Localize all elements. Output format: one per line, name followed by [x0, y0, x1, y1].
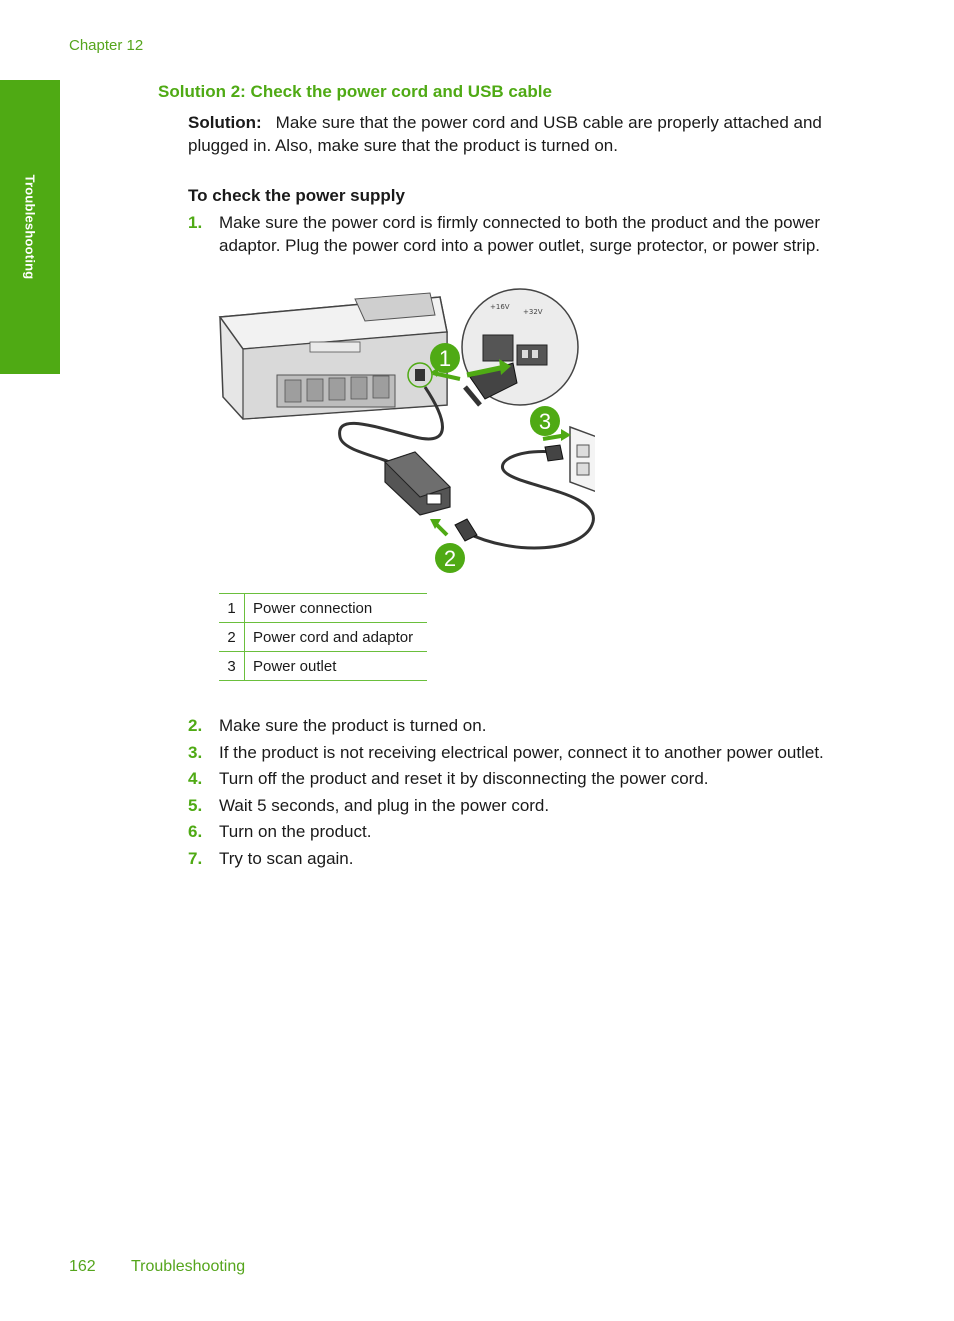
legend-label: Power cord and adaptor: [245, 623, 428, 652]
step-number: 1.: [188, 213, 203, 232]
step-number: 5.: [188, 796, 203, 815]
side-tab-label: Troubleshooting: [22, 174, 38, 280]
step-text: Turn off the product and reset it by disconnecting the power cord.: [219, 769, 709, 788]
port-zoom-illustration: [462, 289, 578, 405]
chapter-header: Chapter 12: [69, 37, 144, 54]
solution-text: Make sure that the power cord and USB cable are properly attached and plugged in. Also, make sure that the product is turned on.: [188, 113, 822, 155]
step-item: [188, 767, 878, 790]
step-number: 4.: [188, 769, 203, 788]
subheading: To check the power supply: [188, 186, 405, 205]
legend-row: [219, 594, 427, 623]
solution-paragraph: [188, 111, 878, 157]
legend-label: Power outlet: [245, 652, 428, 681]
step-text: Make sure the power cord is firmly connected to both the product and the power adaptor. Plug the power cord into a power outlet, surge protector, or power strip.: [219, 213, 821, 255]
step-number: 2.: [188, 716, 203, 735]
legend-row: [219, 652, 427, 681]
legend-number: 1: [219, 594, 245, 623]
legend-table: [219, 593, 427, 681]
callout-number: 3: [538, 409, 552, 434]
step-item: [188, 847, 878, 870]
wall-outlet-illustration: [570, 427, 595, 492]
step-text: If the product is not receiving electrical power, connect it to another power outlet.: [219, 743, 824, 762]
page-number: 162: [69, 1258, 96, 1275]
printer-illustration: [220, 293, 447, 419]
step-text: Make sure the product is turned on.: [219, 716, 487, 735]
legend-number: 2: [219, 623, 245, 652]
footer-section: Troubleshooting: [131, 1258, 246, 1275]
step-text: Turn on the product.: [219, 822, 372, 841]
step-number: 7.: [188, 849, 203, 868]
port-label: +32V: [523, 308, 543, 316]
step-item: [188, 820, 878, 843]
power-connection-illustration: [215, 287, 595, 579]
legend-label: Power connection: [245, 594, 428, 623]
side-tab: [0, 80, 60, 374]
callout-number: 2: [443, 546, 457, 571]
step-text: Wait 5 seconds, and plug in the power cord.: [219, 796, 550, 815]
callout-1: [430, 343, 460, 373]
step-item: [188, 211, 878, 257]
callout-number: 1: [438, 346, 452, 371]
section-heading: Solution 2: Check the power cord and USB cable: [158, 82, 552, 101]
step-number: 6.: [188, 822, 203, 841]
power-adaptor-illustration: [385, 452, 450, 515]
step-item: [188, 741, 878, 764]
solution-label: Solution:: [188, 113, 262, 132]
step-number: 3.: [188, 743, 203, 762]
step-item: [188, 714, 878, 737]
port-label: +16V: [490, 303, 510, 311]
callout-3: [530, 406, 560, 436]
legend-number: 3: [219, 652, 245, 681]
step-item: [188, 794, 878, 817]
step-text: Try to scan again.: [219, 849, 354, 868]
callout-2: [435, 543, 465, 573]
legend-row: [219, 623, 427, 652]
